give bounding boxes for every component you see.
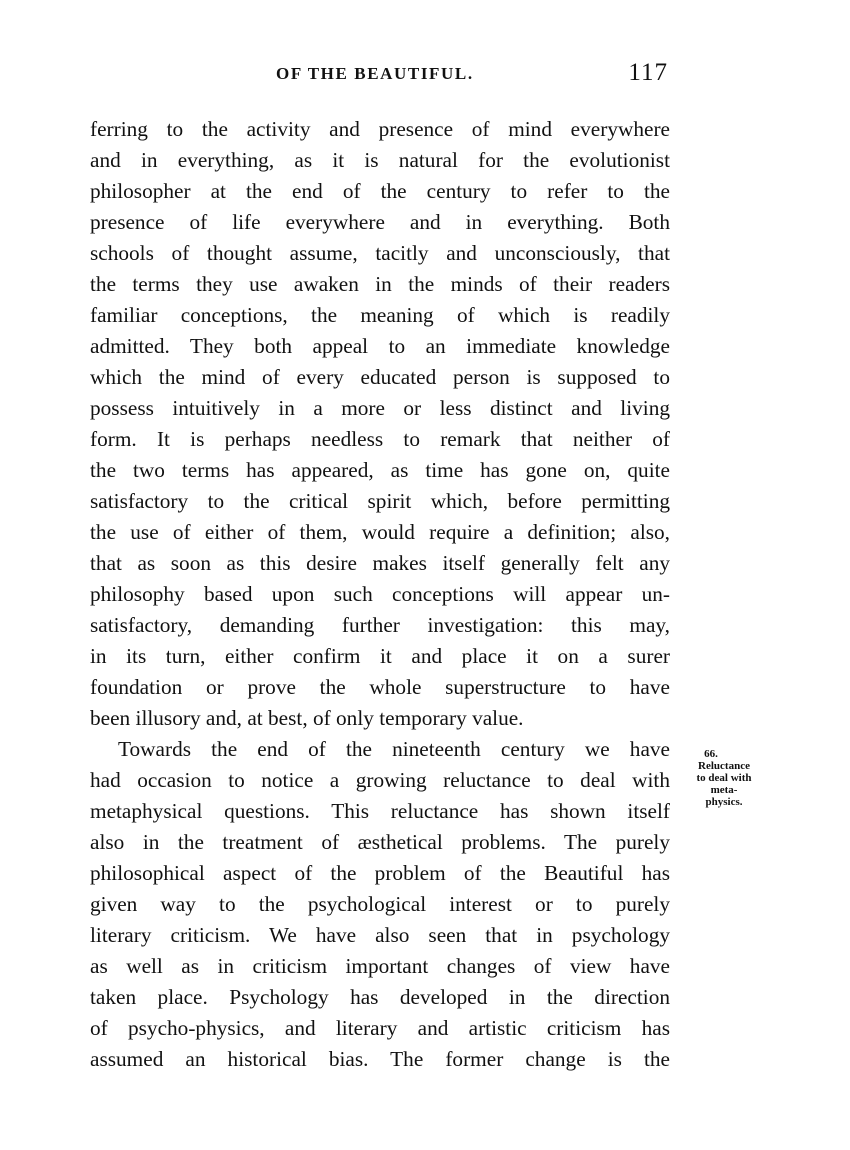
margin-note-line: Reluctance	[698, 760, 750, 772]
text-line: the use of either of them, would require a definition; also,	[90, 520, 670, 544]
text-line: form. It is perhaps needless to remark that neither of	[90, 427, 670, 451]
text-line: philosopher at the end of the century to refer to the	[90, 179, 670, 203]
text-line: familiar conceptions, the meaning of which is readily	[90, 303, 670, 327]
text-line: given way to the psychological interest or to purely	[90, 892, 670, 916]
margin-note-line: physics.	[705, 796, 743, 808]
text-line: which the mind of every educated person is supposed to	[90, 365, 670, 389]
paragraph-end-line: been illusory and, at best, of only temporary value.	[90, 706, 524, 730]
text-line: taken place. Psychology has developed in the direction	[90, 985, 670, 1009]
text-line: admitted. They both appeal to an immediate knowledge	[90, 334, 670, 358]
text-line: satisfactory, demanding further investigation: this may,	[90, 613, 670, 637]
text-line: of psycho-physics, and literary and artistic criticism has	[90, 1016, 670, 1040]
text-line: and in everything, as it is natural for the evolutionist	[90, 148, 670, 172]
running-title: OF THE BEAUTIFUL.	[276, 64, 474, 83]
text-line: metaphysical questions. This reluctance has shown itself	[90, 799, 670, 823]
text-line: had occasion to notice a growing reluctance to deal with	[90, 768, 670, 792]
text-line: ferring to the activity and presence of mind everywhere	[90, 117, 670, 141]
text-line: in its turn, either confirm it and place it on a surer	[90, 644, 670, 668]
margin-note	[674, 748, 774, 808]
text-line: assumed an historical bias. The former change is the	[90, 1047, 670, 1071]
text-line: the two terms has appeared, as time has gone on, quite	[90, 458, 670, 482]
body-text	[90, 114, 670, 1075]
margin-note-line: to deal with	[696, 772, 752, 784]
paragraph-start-line: Towards the end of the nineteenth century we have	[118, 737, 670, 761]
text-line: literary criticism. We have also seen that in psychology	[90, 923, 670, 947]
text-line: satisfactory to the critical spirit which, before permitting	[90, 489, 670, 513]
text-line: the terms they use awaken in the minds of their readers	[90, 272, 670, 296]
text-line: possess intuitively in a more or less distinct and living	[90, 396, 670, 420]
text-line: as well as in criticism important changes of view have	[90, 954, 670, 978]
running-header	[90, 59, 670, 92]
text-line: also in the treatment of æsthetical problems. The purely	[90, 830, 670, 854]
margin-note-number: 66.	[704, 748, 718, 760]
page-number: 117	[628, 59, 668, 86]
text-line: presence of life everywhere and in everything. Both	[90, 210, 670, 234]
text-line: philosophy based upon such conceptions will appear un-	[90, 582, 670, 606]
text-line: foundation or prove the whole superstructure to have	[90, 675, 670, 699]
margin-note-line: meta-	[710, 784, 738, 796]
text-line: that as soon as this desire makes itself generally felt any	[90, 551, 670, 575]
text-line: schools of thought assume, tacitly and unconsciously, that	[90, 241, 670, 265]
text-line: philosophical aspect of the problem of the Beautiful has	[90, 861, 670, 885]
